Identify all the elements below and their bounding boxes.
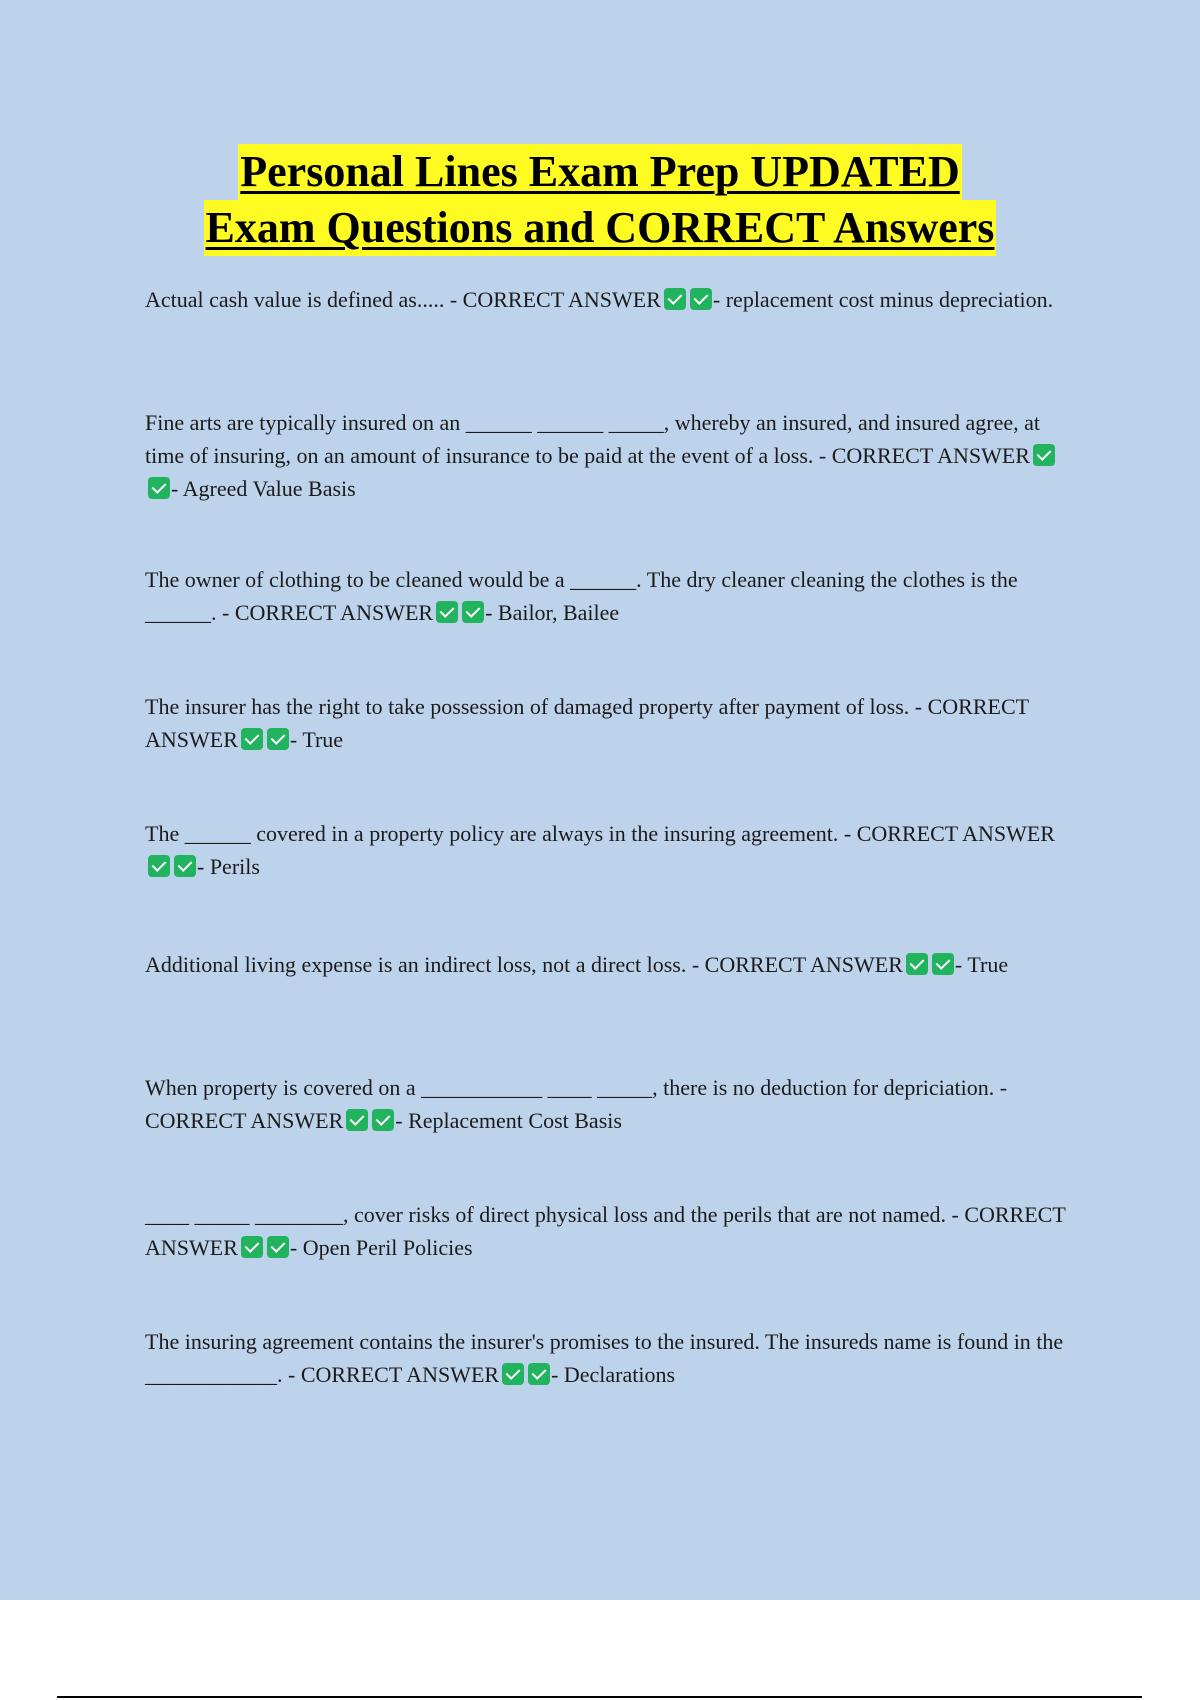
qa-item [145,817,1080,883]
check-mark-icon [528,1363,550,1385]
qa-item [145,563,1080,629]
answer-text: - Bailor, Bailee [485,600,620,625]
correct-answer-label: - CORRECT ANSWER [222,600,434,625]
check-mark-icon [346,1109,368,1131]
answer-text: - True [289,727,344,752]
check-mark-icon [664,288,686,310]
question-text: Fine arts are typically insured on an ______ ______ _____, whereby an insured, and insured agree, at time of insuring, on an amount of insurance to be paid at the event of a loss. [145,410,1041,468]
answer-text: - True [954,952,1009,977]
check-mark-icon [148,477,170,499]
qa-item [145,690,1080,756]
check-mark-icon [932,953,954,975]
correct-answer-label: - CORRECT ANSWER [691,952,903,977]
question-text: When property is covered on a ___________ ____ _____, there is no deduction for depriciation. [145,1075,1000,1100]
check-mark-icon [502,1363,524,1385]
question-text: Additional living expense is an indirect loss, not a direct loss. [145,952,692,977]
check-mark-icon [690,288,712,310]
answer-text: - replacement cost minus depreciation. [712,287,1054,312]
answer-text: - Replacement Cost Basis [395,1108,622,1133]
question-text: The ______ covered in a property policy are always in the insuring agreement. [145,821,844,846]
check-mark-icon [1033,444,1055,466]
check-mark-icon [267,1236,289,1258]
qa-item [145,1325,1080,1391]
correct-answer-label: - CORRECT ANSWER [818,443,1030,468]
correct-answer-label: - CORRECT ANSWER [843,821,1055,846]
answer-text: - Agreed Value Basis [171,476,356,501]
check-mark-icon [241,728,263,750]
question-text: The insurer has the right to take possession of damaged property after payment of loss. [145,694,915,719]
check-mark-icon [462,601,484,623]
correct-answer-label: - CORRECT ANSWER [145,694,1029,752]
qa-item [145,283,1080,316]
question-text: The owner of clothing to be cleaned would be a ______. The dry cleaner cleaning the clothes is the ______. [145,567,1018,625]
check-mark-icon [148,855,170,877]
title-line-2: Exam Questions and CORRECT Answers [204,200,997,256]
answer-text: - Perils [197,854,260,879]
answer-text: - Open Peril Policies [289,1235,473,1260]
footer-divider [57,1696,1142,1698]
title-line-1: Personal Lines Exam Prep UPDATED [238,144,961,200]
correct-answer-label: - CORRECT ANSWER [449,287,661,312]
correct-answer-label: - CORRECT ANSWER [145,1075,1008,1133]
question-text: Actual cash value is defined as..... [145,287,450,312]
qa-item [145,948,1080,981]
question-text: The insuring agreement contains the insurer's promises to the insured. The insureds name is found in the ____________. [145,1329,1064,1387]
answer-text: - Declarations [551,1362,676,1387]
check-mark-icon [174,855,196,877]
qa-item [145,1198,1080,1264]
qa-item [145,1071,1080,1137]
check-mark-icon [372,1109,394,1131]
correct-answer-label: - CORRECT ANSWER [145,1202,1066,1260]
qa-item [145,406,1080,505]
check-mark-icon [267,728,289,750]
question-text: ____ _____ ________, cover risks of direct physical loss and the perils that are not named. [145,1202,952,1227]
correct-answer-label: - CORRECT ANSWER [288,1362,500,1387]
check-mark-icon [906,953,928,975]
check-mark-icon [241,1236,263,1258]
check-mark-icon [436,601,458,623]
